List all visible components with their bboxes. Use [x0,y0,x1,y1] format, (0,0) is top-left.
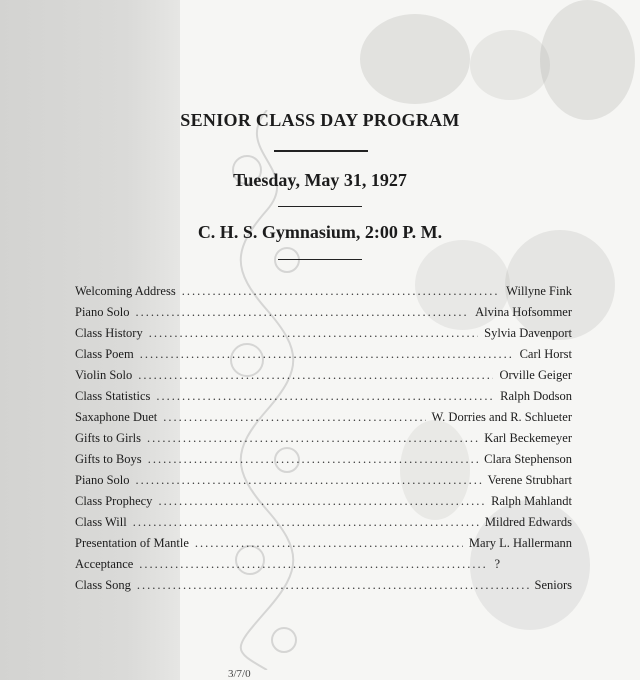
performer-name: Clara Stephenson [484,452,572,466]
program-item: Gifts to Girls [75,431,141,445]
leader-dots [148,452,478,467]
ink-stain [470,30,550,100]
leader-dots [137,578,529,593]
program-row [75,578,572,599]
program-item: Acceptance [75,557,134,571]
performer-name: Verene Strubhart [487,473,572,487]
program-item: Violin Solo [75,368,133,382]
program-row [75,305,572,326]
program-item: Piano Solo [75,305,130,319]
leader-dots [149,326,478,341]
program-list [75,284,572,599]
program-item: Class Poem [75,347,134,361]
program-row [75,389,572,410]
program-item: Gifts to Boys [75,452,142,466]
divider [278,259,362,260]
program-item: Class Prophecy [75,494,153,508]
performer-name: Sylvia Davenport [484,326,572,340]
leader-dots [138,368,493,383]
program-item: Class History [75,326,143,340]
performer-name: Willyne Fink [506,284,572,298]
leader-dots [139,557,488,572]
leader-dots [136,473,482,488]
performer-name: Karl Beckemeyer [484,431,572,445]
program-item: Presentation of Mantle [75,536,189,550]
ink-stain [360,14,470,104]
performer-name: ? [494,557,500,571]
program-row [75,368,572,389]
program-item: Welcoming Address [75,284,176,298]
program-item: Class Statistics [75,389,151,403]
performer-name: Alvina Hofsommer [475,305,572,319]
performer-name: Mildred Edwards [484,515,572,529]
ink-stain [540,0,635,120]
program-row [75,536,572,557]
program-item: Piano Solo [75,473,130,487]
leader-dots [182,284,500,299]
performer-name: Seniors [534,578,572,592]
page-title: SENIOR CLASS DAY PROGRAM [180,110,460,130]
program-row [75,431,572,452]
performer-name: W. Dorries and R. Schlueter [431,410,572,424]
leader-dots [147,431,478,446]
program-item: Class Song [75,578,131,592]
program-item: Saxaphone Duet [75,410,158,424]
program-row [75,347,572,368]
event-date: Tuesday, May 31, 1927 [233,170,407,190]
divider [274,150,368,152]
program-row [75,557,572,578]
program-row [75,452,572,473]
leader-dots [133,515,479,530]
performer-name: Mary L. Hallermann [468,536,572,550]
program-row [75,494,572,515]
leader-dots [156,389,494,404]
program-item: Class Will [75,515,127,529]
leader-dots [136,305,470,320]
leader-dots [158,494,485,509]
leader-dots [195,536,463,551]
performer-name: Ralph Mahlandt [491,494,572,508]
performer-name: Ralph Dodson [500,389,572,403]
program-row [75,515,572,536]
program-row [75,326,572,347]
program-row [75,284,572,305]
leader-dots [163,410,425,425]
performer-name: Carl Horst [519,347,572,361]
program-row [75,410,572,431]
handwritten-mark: 3/7/0 [228,668,251,680]
divider [278,206,362,207]
event-place: C. H. S. Gymnasium, 2:00 P. M. [197,222,443,242]
performer-name: Orville Geiger [499,368,572,382]
program-row [75,473,572,494]
leader-dots [140,347,514,362]
